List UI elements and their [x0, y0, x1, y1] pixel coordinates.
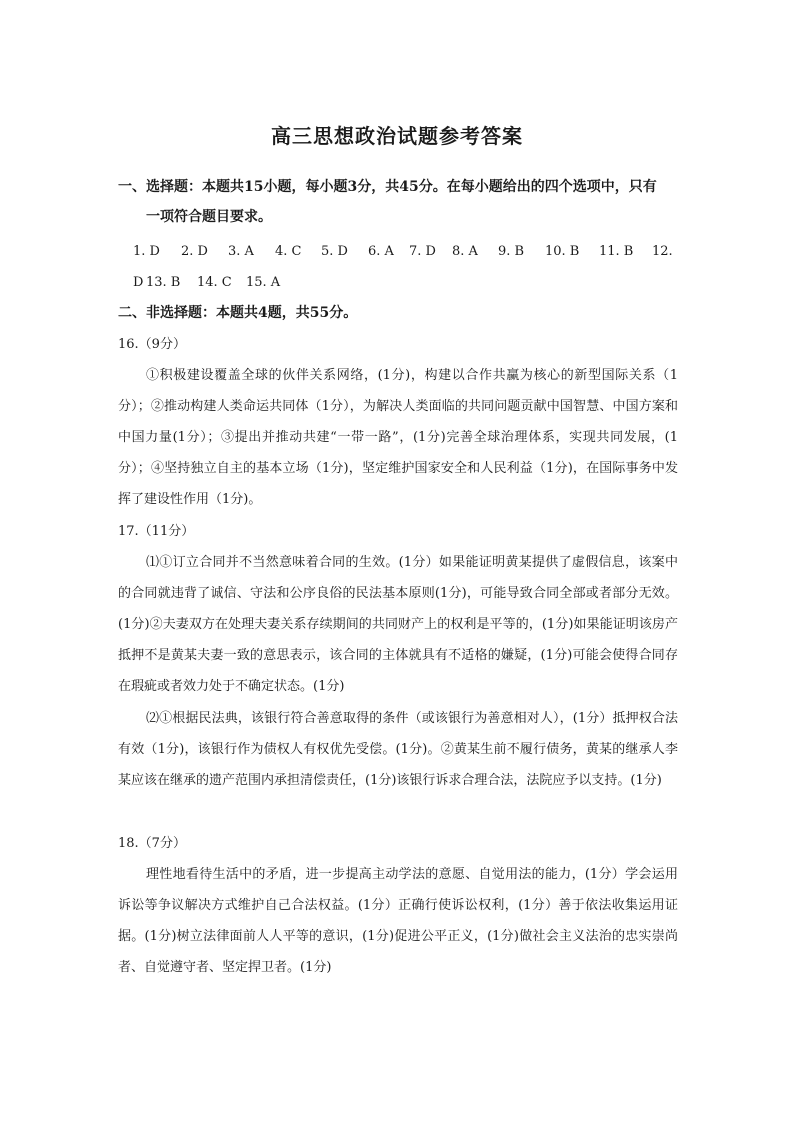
answer-item: 4. C	[275, 244, 302, 259]
question-18-answer: 理性地看待生活中的矛盾，进一步提高主动学法的意愿、自觉用法的能力，(1分）学会运用诉讼等争议解决方式维护自己合法权益。(1分）正确行使诉讼权利，(1分）善于依法收集运用证据。(1分)树立法律面前人人平等的意识，(1分)促进公平正义，(1分)做社会主义法治的忠实崇尚者、自觉遵守者、坚定捍卫者。(1分)	[118, 867, 678, 975]
answer-item: 3. A	[228, 244, 254, 259]
page-title: 高三思想政治试题参考答案	[271, 124, 523, 148]
answer-item: 14. C	[197, 275, 232, 290]
answer-item: 6. A	[368, 244, 394, 259]
question-18-label: 18.（7分）	[118, 836, 186, 851]
answer-item: 12.	[652, 244, 673, 259]
section-1-heading-line1: 一、选择题：本题共15小题，每小题3分，共45分。在每小题给出的四个选项中，只有	[118, 179, 657, 195]
question-17-label: 17.（11分）	[118, 524, 195, 539]
question-16-label: 16.（9分）	[118, 337, 186, 352]
question-17-part-2-answer: ⑵①根据民法典，该银行符合善意取得的条件（或该银行为善意相对人），(1分）抵押权合法有效（1分)，该银行作为债权人有权优先受偿。(1分)。②黄某生前不履行债务，黄某的继承人李某应该在继承的遗产范围内承担清偿责任，(1分)该银行诉求合理合法，法院应予以支持。(1分)	[118, 711, 678, 788]
answers-row-1	[0, 242, 794, 262]
answer-item: 15. A	[246, 275, 281, 290]
answer-item: 2. D	[181, 244, 208, 259]
answer-item: D	[133, 275, 144, 290]
answer-item: 1. D	[133, 244, 160, 259]
answer-item: 7. D	[409, 244, 436, 259]
section-1-heading-line2: 一项符合题目要求。	[146, 209, 272, 225]
answer-item: 11. B	[599, 244, 634, 259]
answer-item: 5. D	[321, 244, 348, 259]
question-16-answer: ①积极建设覆盖全球的伙伴关系网络，(1分)，构建以合作共赢为核心的新型国际关系（1分）；②推动构建人类命运共同体（1分），为解决人类面临的共同问题贡献中国智慧、中国方案和中国力量(1分）；③提出并推动共建“一带一路”，(1分)完善全球治理体系，实现共同发展，(1分）；④坚持独立自主的基本立场（1分)，坚定维护国家安全和人民利益（1分)，在国际事务中发挥了建设性作用（1分)。	[118, 368, 678, 507]
answer-item: 8. A	[452, 244, 478, 259]
answers-row-2	[0, 273, 794, 293]
section-2-heading: 二、非选择题：本题共4题，共55分。	[118, 305, 358, 321]
answer-item: 10. B	[545, 244, 580, 259]
question-17-part-1-answer: ⑴①订立合同并不当然意味着合同的生效。(1分）如果能证明黄某提供了虚假信息，该案中的合同就违背了诚信、守法和公序良俗的民法基本原则(1分)，可能导致合同全部或者部分无效。(1分)②夫妻双方在处理夫妻关系存续期间的共同财产上的权利是平等的，(1分)如果能证明该房产抵押不是黄某夫妻一致的意思表示，该合同的主体就具有不适格的嫌疑，(1分)可能会使得合同存在瑕疵或者效力处于不确定状态。(1分)	[118, 555, 678, 694]
answer-item: 13. B	[146, 275, 181, 290]
answer-item: 9. B	[498, 244, 525, 259]
section-1-heading	[118, 172, 678, 232]
